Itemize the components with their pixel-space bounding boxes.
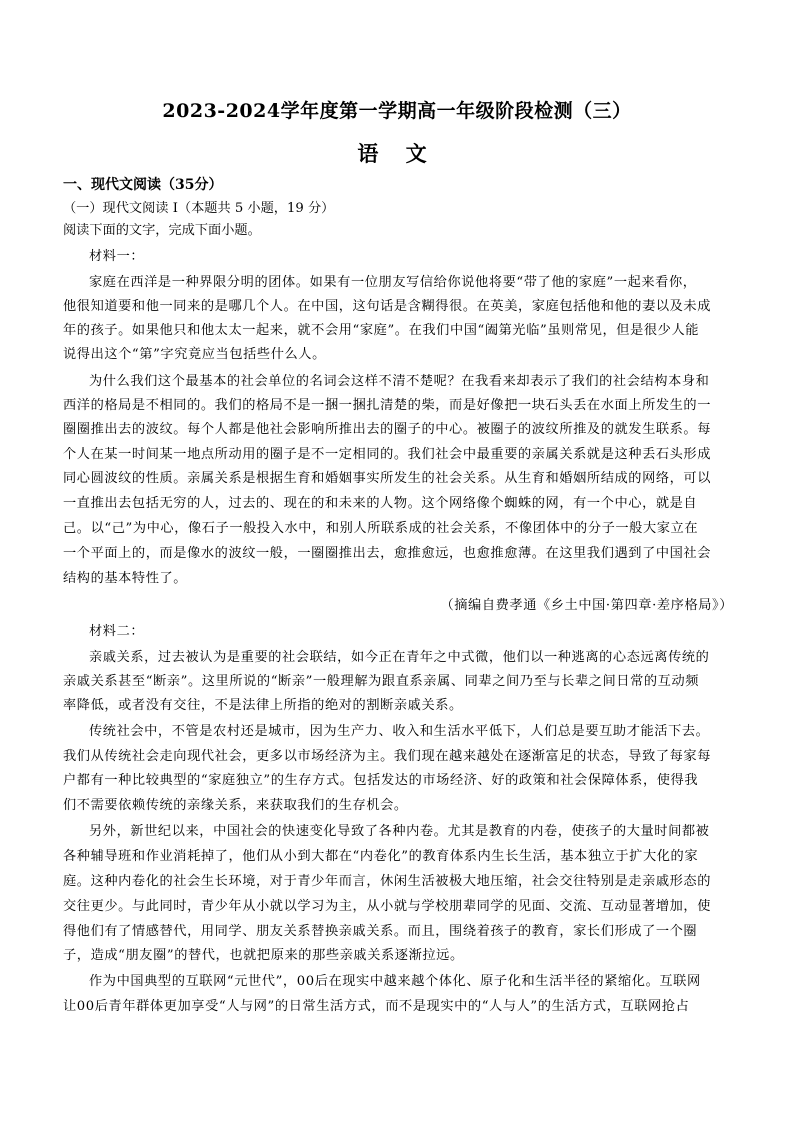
section-heading: 一、现代文阅读（35分） [63, 177, 223, 193]
paragraph-line: 交往更少。与此同时，青少年从小就以学习为主，从小就与学校朋辈同学的见面、交流、互动显著增加，使 [63, 899, 712, 914]
source-citation: （摘编自费孝通《乡土中国·第四章·差序格局》） [440, 598, 733, 613]
paragraph-line: 家庭在西洋是一种界限分明的团体。如果有一位朋友写信给你说他将要“带了他的家庭”一起来看你， [89, 275, 697, 290]
paragraph-line: 们不需要依赖传统的亲缘关系，来获取我们的生存机会。 [63, 798, 408, 813]
paragraph-line: 子，造成“朋友圈”的替代，也就把原来的那些亲戚关系逐渐拉远。 [63, 948, 464, 963]
paragraph-line: 一个平面上的，而是像水的波纹一般，一圈圈推出去，愈推愈远，也愈推愈薄。在这里我们遇到了中国社会 [63, 546, 712, 561]
paragraph-line: 亲戚关系，过去被认为是重要的社会联结，如今正在青年之中式微，他们以一种逃离的心态远离传统的 [89, 650, 710, 665]
paragraph-line: 传统社会中，不管是农村还是城市，因为生产力、收入和生活水平低下，人们总是要互助才能活下去。 [89, 724, 710, 739]
paragraph-line: 为什么我们这个最基本的社会单位的名词会这样不清不楚呢？在我看来却表示了我们的社会结构本身和 [89, 374, 710, 389]
subsection-heading: （一）现代文阅读 I（本题共 5 小题，19 分） [63, 201, 335, 216]
paragraph-line: 说得出这个“第”字究竟应当包括些什么人。 [63, 347, 326, 362]
subject-title: 语 文 [357, 141, 437, 166]
instruction-text: 阅读下面的文字，完成下面小题。 [63, 223, 261, 238]
paragraph-line: 年的孩子。如果他只和他太太一起来，就不会用“家庭”。在我们中国“阖第光临”虽则常见，但是很少人能 [63, 323, 700, 338]
paragraph-line: 让00后青年群体更加享受“人与网”的日常生活方式，而不是现实中的“人与人”的生活方式，互联网抢占 [63, 999, 690, 1014]
paragraph-line: 率降低，或者没有交往，不是法律上所指的绝对的割断亲戚关系。 [63, 698, 463, 713]
paragraph-line: 己。以“己”为中心，像石子一般投入水中，和别人所联系成的社会关系，不像团体中的分子一般大家立在 [63, 521, 699, 536]
paragraph-line: 圈圈推出去的波纹。每个人都是他社会影响所推出去的圈子的中心。被圈子的波纹所推及的就发生联系。每 [63, 422, 712, 437]
paragraph-line: 庭。这种内卷化的社会生长环境，对于青少年而言，休闲生活被极大地压缩，社会交往特别是走亲戚形态的 [63, 874, 712, 889]
paragraph-line: 个人在某一时间某一地点所动用的圈子是不一定相同的。我们社会中最重要的亲属关系就是这种丢石头形成 [63, 447, 712, 462]
paragraph-line: 户都有一种比较典型的“家庭独立”的生存方式。包括发达的市场经济、好的政策和社会保障体系，使得我 [63, 773, 699, 788]
paragraph-line: 一直推出去包括无穷的人，过去的、现在的和未来的人物。这个网络像个蜘蛛的网，有一个中心，就是自 [63, 496, 698, 511]
paragraph-line: 结构的基本特性了。 [63, 571, 188, 586]
paragraph-line: 另外，新世纪以来，中国社会的快速变化导致了各种内卷。尤其是教育的内卷，使孩子的大量时间都被 [89, 824, 710, 839]
paragraph-line: 得他们有了情感替代，用同学、朋友关系替换亲戚关系。而且，围绕着孩子的教育，家长们形成了一个圈 [63, 924, 698, 939]
paragraph-line: 西洋的格局是不相同的。我们的格局不是一捆一捆扎清楚的柴，而是好像把一块石头丢在水面上所发生的一 [63, 398, 712, 413]
exam-title: 2023-2024学年度第一学期高一年级阶段检测（三） [162, 100, 632, 122]
paragraph-line: 同心圆波纹的性质。亲属关系是根据生育和婚姻事实所发生的社会关系。从生育和婚姻所结成的网络，可以 [63, 471, 712, 486]
material1-label: 材料一： [89, 249, 145, 264]
material2-label: 材料二： [89, 624, 145, 639]
paragraph-line: 我们从传统社会走向现代社会，更多以市场经济为主。我们现在越来越处在逐渐富足的状态，导致了每家每 [63, 749, 712, 764]
paragraph-line: 亲戚关系甚至“断亲”。这里所说的“断亲”一般理解为跟直系亲属、同辈之间乃至与长辈之间日常的互动频 [63, 674, 700, 689]
paragraph-line: 作为中国典型的互联网“元世代”，00后在现实中越来越个体化、原子化和生活半径的紧缩化。互联网 [89, 974, 701, 989]
paragraph-line: 他很知道要和他一同来的是哪几个人。在中国，这句话是含糊得很。在英美，家庭包括他和他的妻以及未成 [63, 299, 712, 314]
paragraph-line: 各种辅导班和作业消耗掉了，他们从小到大都在“内卷化”的教育体系内生长生活，基本独立于扩大化的家 [63, 849, 699, 864]
